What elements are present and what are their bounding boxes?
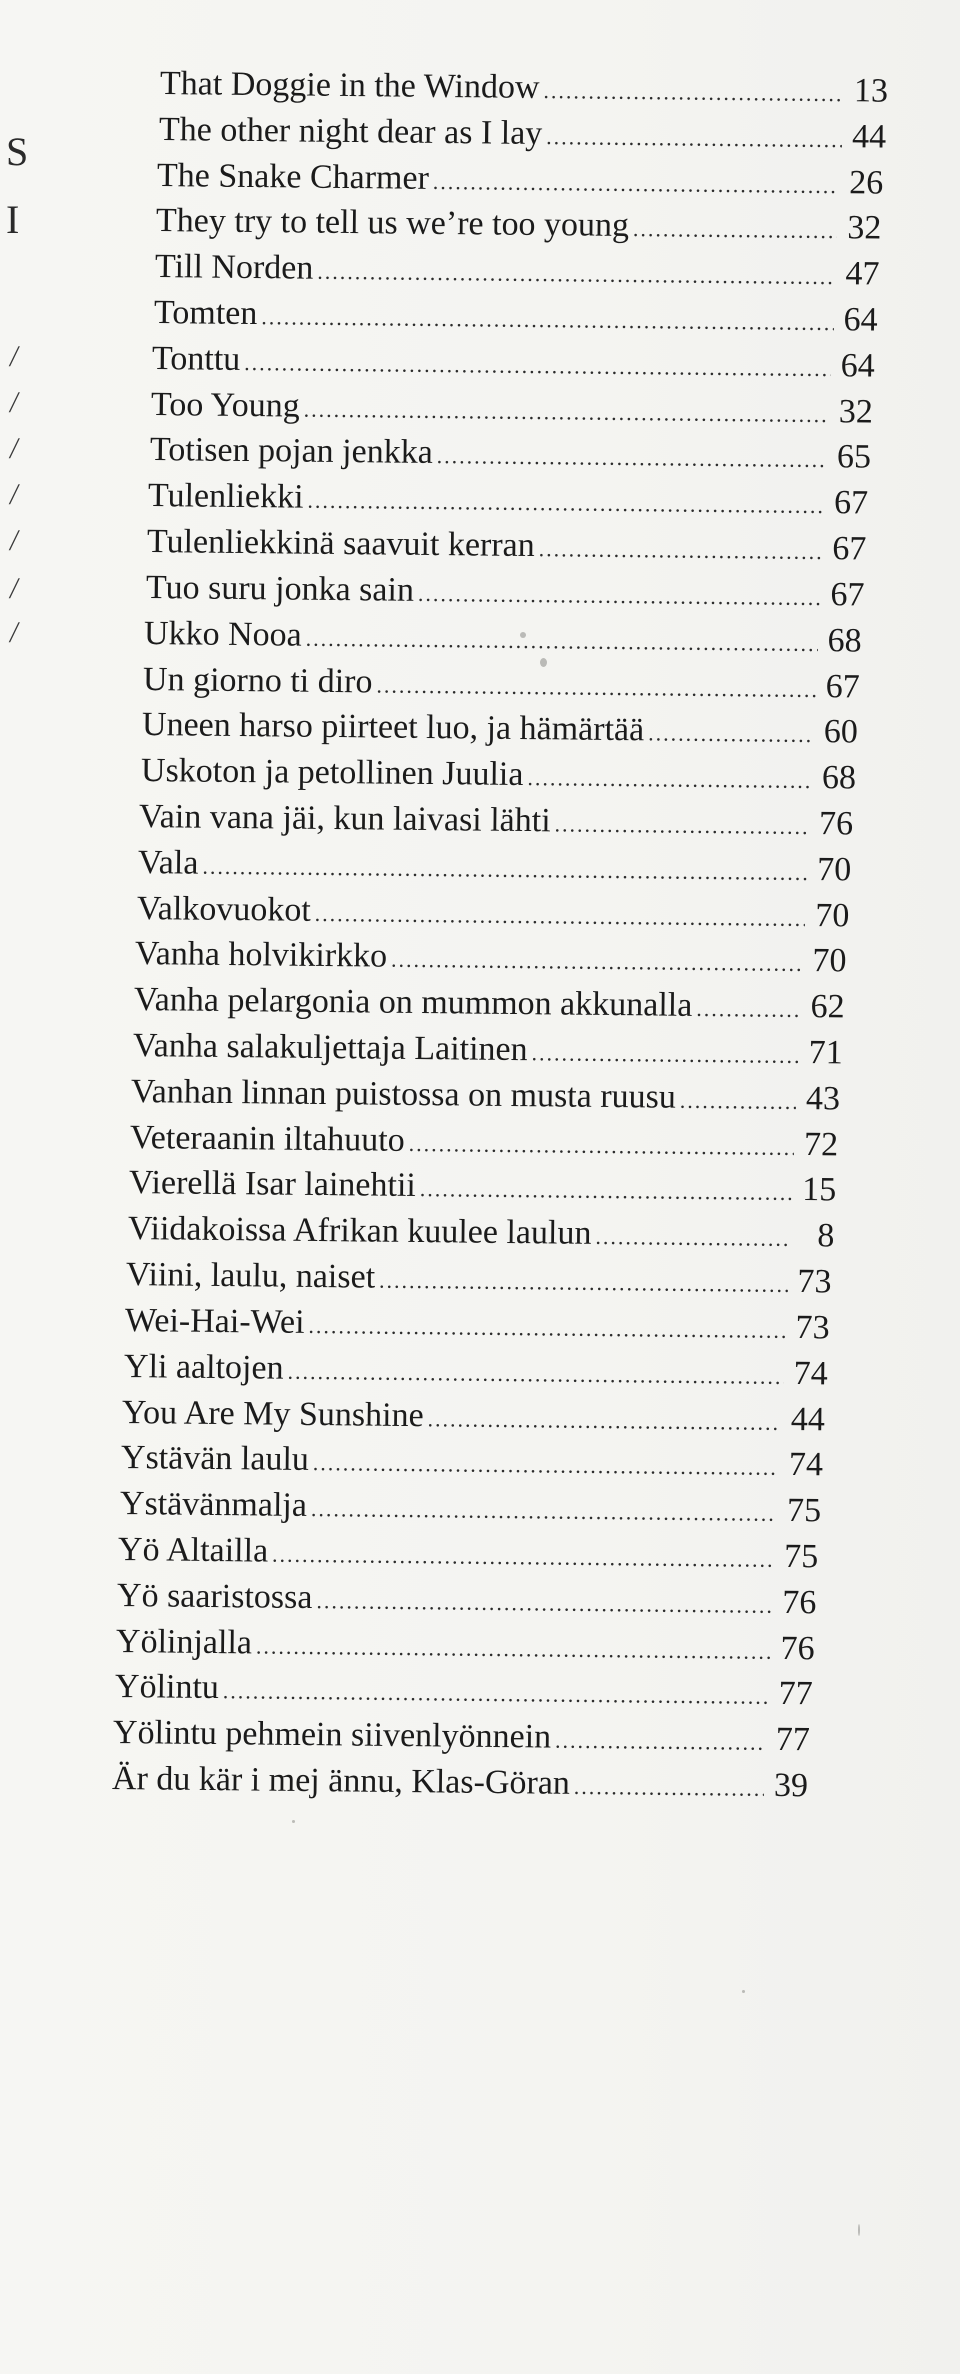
dot-leader [202,844,807,894]
dot-leader [317,250,836,299]
gutter-mark: / [7,432,21,465]
toc-entry-title: Är du kär i mej ännu, Klas-Göran [111,1760,571,1802]
toc-entry-title: Yö saaristossa [116,1576,313,1616]
toc-entry-page-number: 67 [825,667,861,706]
gutter-mark: / [7,616,21,649]
toc-entry-page-number: 67 [834,484,869,522]
gutter-letter: S [6,129,29,174]
toc-entry-page-number: 15 [801,1171,837,1209]
toc-entry-title: Yölinjalla [115,1622,253,1661]
toc-entry-title: Yö Altailla [118,1530,269,1570]
toc-entry-title: Viidakoissa Afrikan kuulee laulun [127,1210,592,1253]
toc-entry-page-number: 13 [853,72,889,110]
toc-entry-title: Wei-Hai-Wei [124,1301,305,1341]
toc-entry [160,62,888,114]
dot-leader [648,712,814,758]
toc-entry-page-number: 47 [845,255,880,293]
toc-entry [139,795,854,846]
toc-entry [114,1665,812,1716]
dot-leader [256,1624,771,1673]
dot-leader [433,159,840,207]
toc-entry [121,1436,823,1487]
toc-entry [130,1116,839,1167]
toc-entry-page-number: 68 [821,759,856,797]
toc-entry-page-number: 8 [816,1217,835,1255]
toc-entry-page-number: 76 [819,805,854,843]
toc-entry [123,1345,827,1396]
toc-entry-title: Tulenliekki [148,477,305,516]
dot-leader [316,1579,772,1628]
dot-leader [244,341,831,391]
dot-leader [308,1304,786,1353]
toc-entry [149,428,870,480]
toc-entry [145,566,864,618]
toc-entry-title: Ystävänmalja [119,1485,307,1525]
toc-entry-title: Tonttu [152,339,241,378]
dot-leader [546,115,842,162]
toc-entry-page-number: 68 [827,621,863,660]
toc-entry-page-number: 70 [817,850,852,889]
toc-entry-page-number: 73 [795,1308,830,1347]
dot-leader [527,756,812,803]
dust-speck [742,1990,745,1993]
toc-entry-title: Un giorno ti diro [142,660,373,700]
toc-entry-title: Ystävän laulu [120,1439,310,1479]
dot-leader [538,527,822,574]
dot-leader [391,938,803,986]
dot-leader [680,1079,797,1124]
toc-entry [143,658,860,710]
toc-entry [135,932,847,983]
toc-entry [140,749,855,800]
toc-entry [131,1070,840,1121]
dot-leader [574,1765,765,1811]
toc-entry [120,1482,822,1533]
toc-entry [136,887,849,938]
dust-speck [520,632,526,638]
toc-entry [151,383,873,435]
dot-leader [303,387,829,436]
dot-leader [313,1441,780,1490]
dot-leader [696,987,801,1032]
dot-leader [436,434,827,482]
toc-entry-page-number: 75 [784,1537,819,1576]
toc-entry [129,1161,837,1212]
toc-entry-title: Tomten [153,294,258,333]
dot-leader [310,1487,777,1536]
toc-entry-page-number: 39 [773,1766,809,1805]
dot-leader [543,69,844,116]
gutter-mark: / [7,572,21,605]
dot-leader [633,207,838,253]
dot-leader [308,479,825,528]
toc-entry [156,199,882,251]
toc-entry-title: They try to tell us we’re too young [155,202,630,245]
toc-entry-title: You Are My Sunshine [122,1393,425,1434]
dot-leader [409,1122,795,1170]
toc-entry-page-number: 71 [808,1034,843,1072]
toc-entry-title: The other night dear as I lay [158,110,543,152]
dot-leader [222,1670,768,1720]
toc-entry-title: Viini, laulu, naiset [126,1256,376,1296]
toc-entry [153,291,877,343]
toc-entry [127,1207,834,1258]
gutter-mark: / [7,524,21,557]
toc-entry-title: Vanha salakuljettaja Laitinen [132,1027,528,1069]
toc-entry-page-number: 67 [829,576,865,614]
toc-entry [138,841,852,892]
toc-entry-title: Yölintu pehmein siivenlyönnein [113,1714,552,1756]
toc-entry-page-number: 76 [780,1629,815,1667]
toc-entry-title: Vierellä Isar lainehtii [128,1164,416,1205]
dot-leader [555,802,810,849]
toc-entry-page-number: 32 [838,392,874,431]
toc-entry-page-number: 72 [804,1125,839,1164]
toc-entry [147,520,867,572]
dust-speck [540,658,547,667]
toc-entry [125,1299,830,1350]
toc-entry [116,1620,815,1671]
toc-entry-title: Too Young [150,385,300,425]
toc-entry [157,154,884,206]
toc-entry-page-number: 26 [849,163,884,202]
toc-entry-title: Ukko Nooa [144,614,303,654]
dot-leader [555,1719,766,1765]
dot-leader [531,1031,799,1078]
toc-entry-page-number: 74 [793,1354,828,1393]
toc-entry-page-number: 62 [810,988,845,1026]
toc-entry-title: Tulenliekkinä saavuit kerran [146,523,535,565]
toc-entry [134,978,845,1029]
toc-entry-title: Veteraanin iltahuuto [129,1118,406,1159]
dust-speck [858,2224,860,2236]
toc-entry [126,1253,832,1304]
dot-leader [306,616,818,665]
dust-speck [292,1820,295,1823]
dot-leader [272,1533,775,1582]
toc-entry [158,108,886,160]
dot-leader [428,1397,782,1445]
toc-entry-page-number: 76 [782,1583,817,1622]
toc-entry-title: Uneen harso piirteet luo, ja hämärtää [141,706,645,749]
toc-entry-title: Uskoton ja petollinen Juulia [140,752,524,794]
toc-entry-title: Vanha holvikirkko [135,935,388,976]
toc-entry-title: The Snake Charmer [157,156,430,197]
toc-entry-title: Totisen pojan jenkka [149,431,433,472]
gutter-mark: / [7,478,21,511]
toc-entry-page-number: 73 [797,1263,832,1301]
dot-leader [595,1215,790,1261]
toc-entry-title: Vala [137,843,199,882]
dot-leader [417,572,820,620]
toc-entry [144,612,862,664]
toc-entry-title: Vanhan linnan puistossa on musta ruusu [131,1072,677,1116]
toc-entry-page-number: 65 [836,438,871,477]
toc-entry-title: Vanha pelargonia on mummon akkunalla [133,981,693,1025]
toc-entry [152,337,875,389]
toc-entry [148,474,869,526]
toc-entry-title: Yli aaltojen [123,1347,284,1387]
toc-entry-title: Till Norden [154,248,314,287]
toc-entry-page-number: 75 [786,1492,822,1530]
dot-leader [376,663,816,712]
toc-entry [118,1528,819,1579]
dot-leader [261,295,834,345]
toc-entry-page-number: 60 [823,713,858,751]
dot-leader [379,1259,788,1307]
toc-entry-title: Vain vana jäi, kun laivasi lähti [139,797,552,840]
toc-entry [142,703,858,754]
toc-entry-title: Tuo suru jonka sain [145,568,414,609]
toc-entry [122,1391,825,1442]
toc-entry-page-number: 70 [812,942,848,980]
gutter-mark: / [7,340,21,373]
toc-entry [113,1711,810,1762]
dot-leader [287,1349,784,1398]
toc-entry [133,1024,843,1075]
toc-entry-page-number: 64 [842,301,878,339]
toc-entry [117,1574,817,1625]
toc-entry-page-number: 77 [778,1675,813,1713]
toc-entry-title: Valkovuokot [136,889,311,929]
toc-entry-title: That Doggie in the Window [159,65,540,106]
toc-entry-page-number: 74 [788,1446,824,1484]
toc-entry-page-number: 43 [806,1079,841,1118]
toc-entry-page-number: 67 [832,530,867,568]
gutter-letter: I [6,197,20,242]
toc-entry [155,245,880,297]
toc-entry-page-number: 32 [847,209,882,248]
dot-leader [314,891,805,940]
gutter-mark: / [7,386,21,419]
toc-entry-page-number: 44 [791,1400,826,1438]
toc-entry [112,1757,808,1808]
toc-entry-page-number: 64 [840,347,876,385]
dot-leader [419,1167,792,1215]
toc-entry-page-number: 70 [814,896,850,935]
toc-entry-title: Yölintu [114,1668,219,1707]
toc-entry-page-number: 44 [851,118,886,156]
toc-entry-page-number: 77 [775,1721,811,1759]
